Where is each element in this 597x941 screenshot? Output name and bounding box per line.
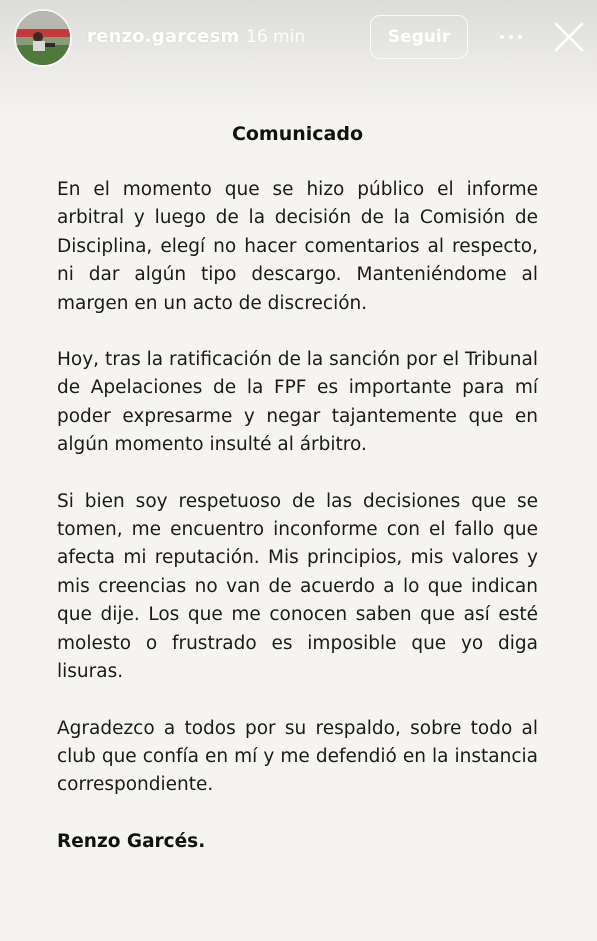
dot — [500, 35, 504, 39]
statement-paragraph: Agradezco a todos por su respaldo, sobre todo al club que confía en mí y me defendió en la instancia correspondiente. — [57, 717, 538, 796]
statement-paragraph: Si bien soy respetuoso de las decisiones que se tomen, me encuentro inconforme con el fallo que afecta mi reputación. Mis principios, mis valores y mis creencias no van de acuerdo a lo que indican que dije. Los que me conocen saben que así esté molesto o frustrado es imposible que yo diga lisuras. — [57, 490, 538, 683]
avatar[interactable] — [16, 11, 70, 65]
statement-content — [57, 118, 538, 856]
dot — [509, 35, 513, 39]
statement-title: Comunicado — [231, 123, 364, 145]
statement-paragraph: Hoy, tras la ratificación de la sanción por el Tribunal de Apelaciones de la FPF es importante para mí poder expresarme y negar tajantemente que en algún momento insulté al árbitro. — [57, 349, 538, 456]
close-icon[interactable] — [550, 18, 588, 56]
dot — [518, 35, 522, 39]
avatar-photo — [16, 11, 70, 65]
story-header — [0, 0, 597, 78]
username[interactable]: renzo.garcesm — [87, 26, 240, 47]
statement-signature: Renzo Garcés. — [57, 830, 206, 852]
statement-paragraph: En el momento que se hizo público el informe arbitral y luego de la decisión de la Comisión de Disciplina, elegí no hacer comentarios al respecto, ni dar algún tipo descargo. Manteniéndome al margen en un acto de discreción. — [57, 179, 538, 314]
more-options-icon[interactable] — [492, 22, 530, 52]
follow-button[interactable]: Seguir — [370, 15, 468, 59]
post-time: 16 min — [246, 27, 306, 47]
